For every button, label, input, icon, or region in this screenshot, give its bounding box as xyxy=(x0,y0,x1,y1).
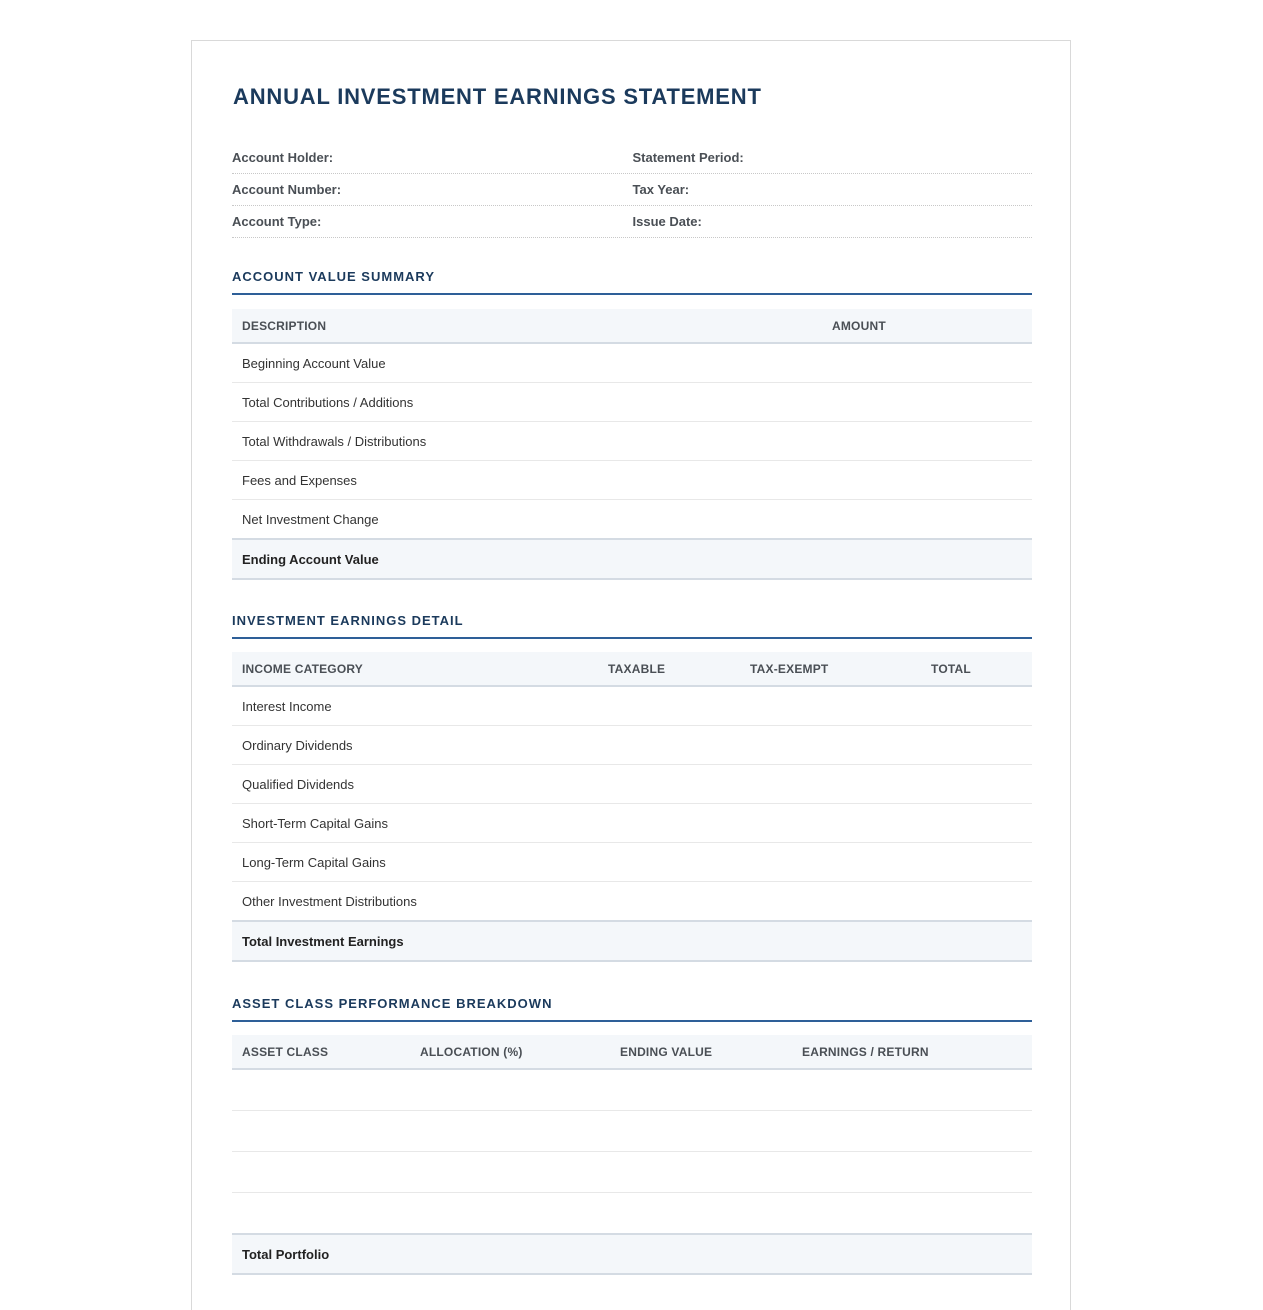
table-row xyxy=(232,1152,1032,1193)
issue-date-label: Issue Date: xyxy=(632,214,702,229)
table-row xyxy=(232,686,1032,726)
table-row xyxy=(232,422,1032,461)
row-label: Interest Income xyxy=(232,686,598,726)
table-row xyxy=(232,343,1032,383)
amount-cell xyxy=(822,343,1032,383)
table-row xyxy=(232,1111,1032,1152)
row-label: Beginning Account Value xyxy=(232,343,822,383)
table-row xyxy=(232,1193,1032,1235)
column-header: TAXABLE xyxy=(598,652,740,686)
column-header: ALLOCATION (%) xyxy=(410,1035,610,1069)
info-row xyxy=(232,175,1032,206)
row-label: Total Withdrawals / Distributions xyxy=(232,422,822,461)
total-label: Total Investment Earnings xyxy=(232,921,598,961)
account-value-summary-table xyxy=(232,309,1032,580)
row-label: Other Investment Distributions xyxy=(232,882,598,922)
column-header: DESCRIPTION xyxy=(232,309,822,343)
column-header: INCOME CATEGORY xyxy=(232,652,598,686)
info-row xyxy=(232,207,1032,238)
table-row xyxy=(232,765,1032,804)
row-label: Short-Term Capital Gains xyxy=(232,804,598,843)
row-label: Ordinary Dividends xyxy=(232,726,598,765)
column-header: AMOUNT xyxy=(822,309,1032,343)
amount-cell xyxy=(822,461,1032,500)
table-row xyxy=(232,882,1032,922)
tax-year-label: Tax Year: xyxy=(632,182,690,197)
column-header: EARNINGS / RETURN xyxy=(792,1035,1032,1069)
amount-cell xyxy=(822,539,1032,579)
amount-cell xyxy=(822,500,1032,540)
table-row xyxy=(232,383,1032,422)
table-row xyxy=(232,1069,1032,1111)
account-value-summary-heading: ACCOUNT VALUE SUMMARY xyxy=(232,269,1032,295)
row-label: Fees and Expenses xyxy=(232,461,822,500)
total-row xyxy=(232,539,1032,579)
table-row xyxy=(232,726,1032,765)
table-row xyxy=(232,461,1032,500)
earnings-detail-heading: INVESTMENT EARNINGS DETAIL xyxy=(232,613,1032,639)
total-row xyxy=(232,921,1032,961)
statement-page xyxy=(191,40,1071,1310)
asset-breakdown-table xyxy=(232,1035,1032,1275)
table-header-row xyxy=(232,652,1032,686)
column-header: TOTAL xyxy=(921,652,1032,686)
statement-period-label: Statement Period: xyxy=(632,150,744,165)
table-header-row xyxy=(232,309,1032,343)
row-label: Qualified Dividends xyxy=(232,765,598,804)
row-label: Long-Term Capital Gains xyxy=(232,843,598,882)
account-number-label: Account Number: xyxy=(232,182,342,197)
column-header: ASSET CLASS xyxy=(232,1035,410,1069)
amount-cell xyxy=(822,422,1032,461)
total-label: Ending Account Value xyxy=(232,539,822,579)
info-row xyxy=(232,143,1032,174)
column-header: ENDING VALUE xyxy=(610,1035,792,1069)
total-label: Total Portfolio xyxy=(232,1234,410,1274)
row-label: Total Contributions / Additions xyxy=(232,383,822,422)
account-info xyxy=(232,143,1032,239)
total-row xyxy=(232,1234,1032,1274)
table-row xyxy=(232,500,1032,540)
earnings-detail-table xyxy=(232,652,1032,962)
column-header: TAX-EXEMPT xyxy=(740,652,921,686)
table-row xyxy=(232,843,1032,882)
row-label: Net Investment Change xyxy=(232,500,822,540)
table-row xyxy=(232,804,1032,843)
asset-breakdown-heading: ASSET CLASS PERFORMANCE BREAKDOWN xyxy=(232,996,1032,1022)
account-holder-label: Account Holder: xyxy=(232,150,334,165)
table-header-row xyxy=(232,1035,1032,1069)
amount-cell xyxy=(822,383,1032,422)
account-type-label: Account Type: xyxy=(232,214,322,229)
document-title: ANNUAL INVESTMENT EARNINGS STATEMENT xyxy=(233,84,762,109)
